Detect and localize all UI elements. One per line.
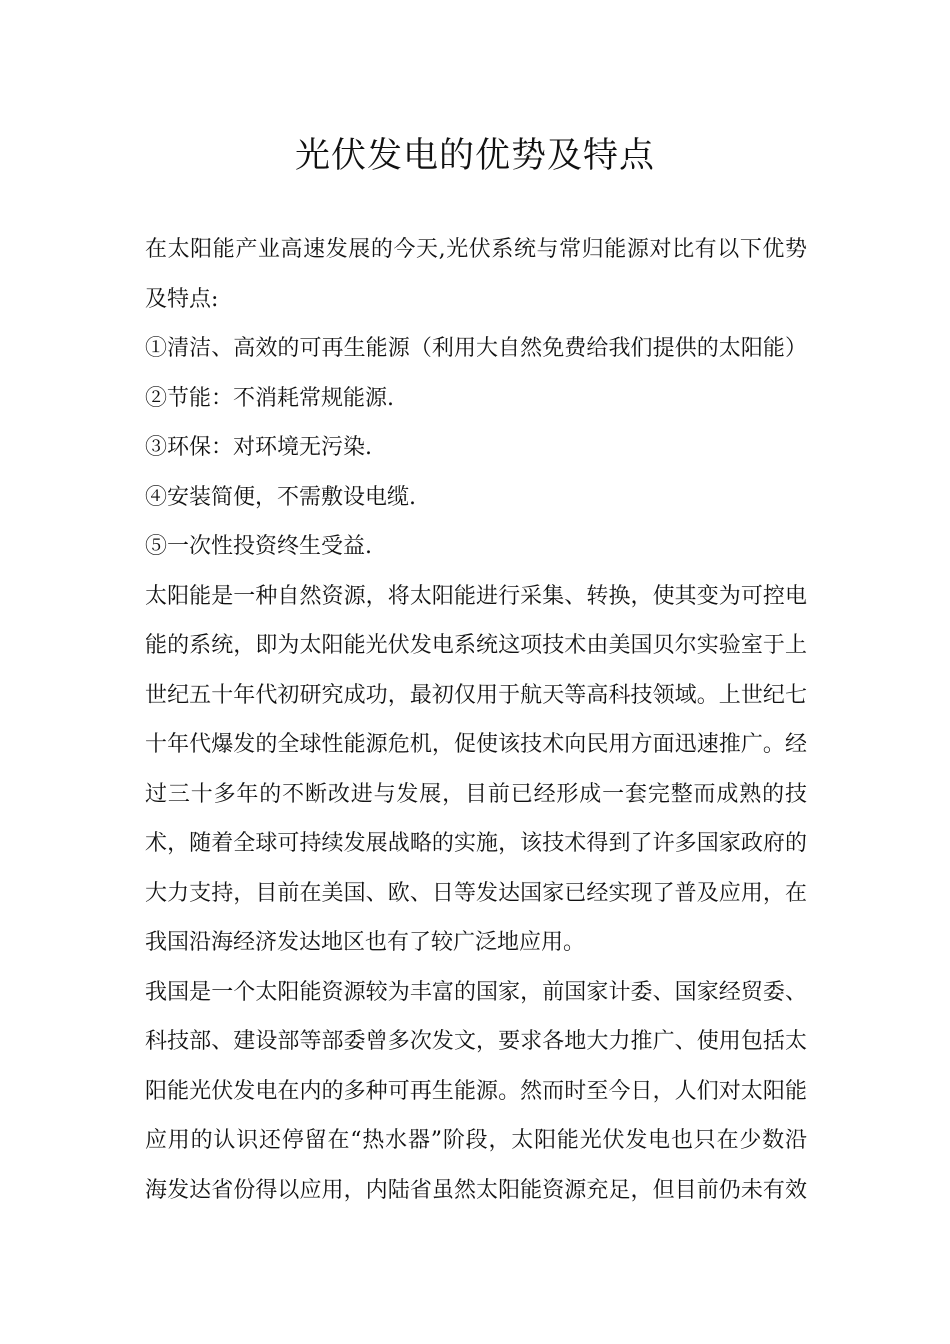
list-item-environmental: ③环保：对环境无污染. <box>145 435 372 460</box>
paragraph-line: 十年代爆发的全球性能源危机，促使该技术向民用方面迅速推广。经 <box>145 732 807 757</box>
paragraph-line: 世纪五十年代初研究成功，最初仅用于航天等高科技领域。上世纪七 <box>145 682 807 708</box>
document-body <box>145 225 807 1215</box>
paragraph-line: 我国是一个太阳能资源较为丰富的国家，前国家计委、国家经贸委、 <box>145 979 807 1005</box>
paragraph-line: 科技部、建设部等部委曾多次发文，要求各地大力推广、使用包括太 <box>145 1029 807 1054</box>
paragraph-line: 术，随着全球可持续发展战略的实施，该技术得到了许多国家政府的 <box>145 831 807 856</box>
paragraph-line: 阳能光伏发电在内的多种可再生能源。然而时至今日，人们对太阳能 <box>145 1078 807 1104</box>
list-item-energy-saving: ②节能：不消耗常规能源. <box>145 385 394 411</box>
paragraph-line: 应用的认识还停留在“热水器”阶段，太阳能光伏发电也只在少数沿 <box>145 1128 807 1153</box>
text-line-intro-2: 及特点: <box>145 286 219 312</box>
list-item-one-time-investment: ⑤一次性投资终生受益. <box>145 534 372 559</box>
document-title: 光伏发电的优势及特点 <box>294 136 655 176</box>
paragraph-line: 海发达省份得以应用，内陆省虽然太阳能资源充足，但目前仍未有效 <box>145 1177 807 1203</box>
list-item-clean-energy: ①清洁、高效的可再生能源（利用大自然免费给我们提供的太阳能） <box>145 336 807 361</box>
paragraph-line: 我国沿海经济发达地区也有了较广泛地应用。 <box>145 930 586 955</box>
text-line-intro-1: 在太阳能产业高速发展的今天,光伏系统与常归能源对比有以下优势 <box>145 237 807 262</box>
paragraph-line: 能的系统，即为太阳能光伏发电系统这项技术由美国贝尔实验室于上 <box>145 633 807 658</box>
paragraph-line: 太阳能是一种自然资源，将太阳能进行采集、转换，使其变为可控电 <box>145 583 807 609</box>
paragraph-line: 过三十多年的不断改进与发展，目前已经形成一套完整而成熟的技 <box>145 781 807 807</box>
paragraph-line: 大力支持，目前在美国、欧、日等发达国家已经实现了普及应用，在 <box>145 880 807 906</box>
list-item-easy-install: ④安装简便，不需敷设电缆. <box>145 484 416 510</box>
